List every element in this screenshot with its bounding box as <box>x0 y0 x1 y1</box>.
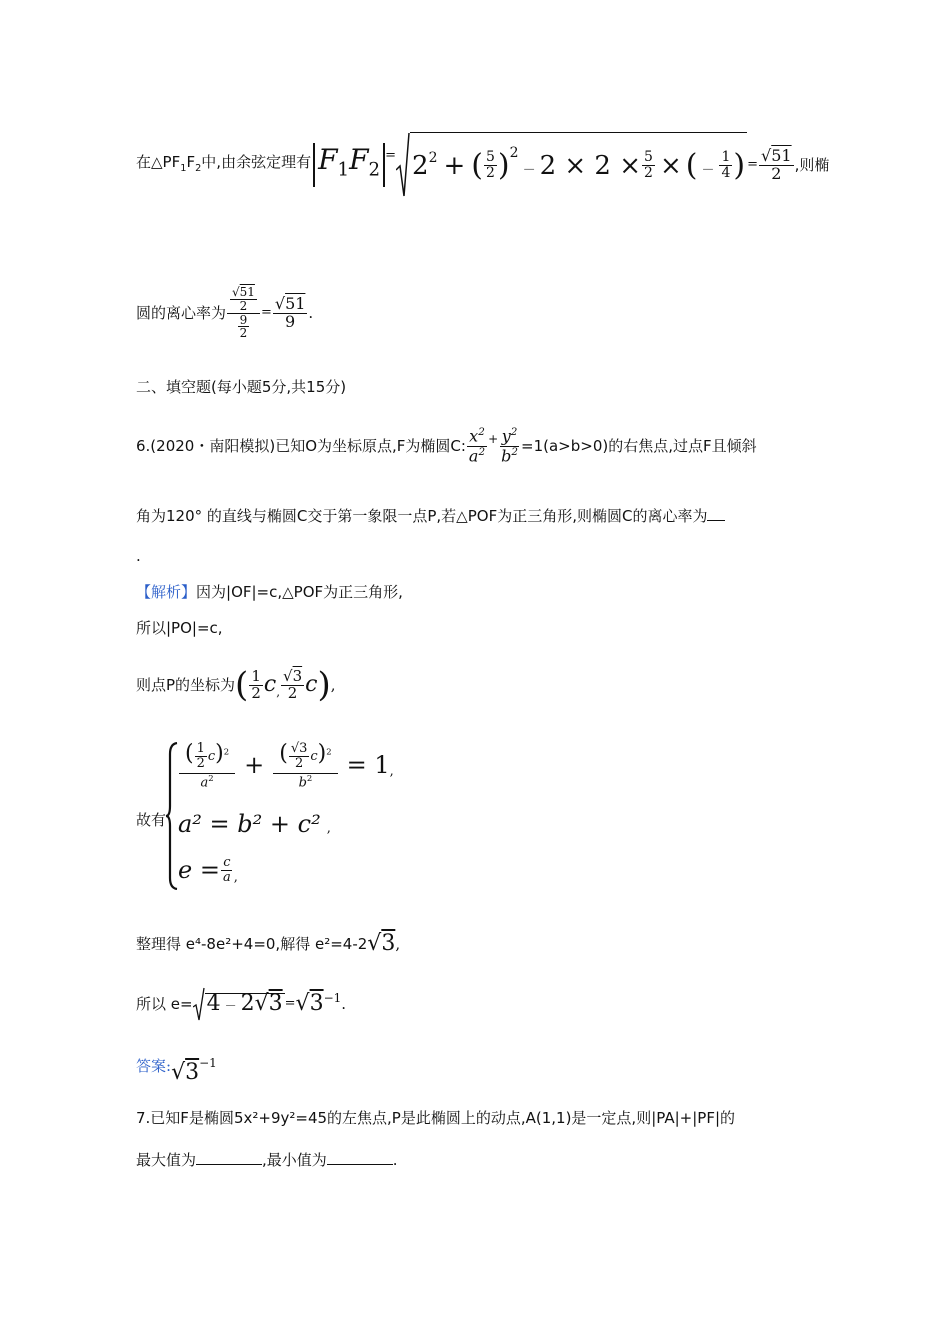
analysis-tag: 【解析】 <box>136 583 197 601</box>
answer-label: 答案 <box>136 1057 167 1075</box>
section-heading: 二、填空题(每小题5分,共15分) <box>136 378 347 396</box>
brace <box>166 742 178 890</box>
eccentricity-line <box>136 272 313 354</box>
q6-line1: 6.(2020・南阳模拟)已知O为坐标原点,F为椭圆C: $\frac{x^2}{a^2}$ + $\frac{y^2}{b^2}$ =1(a>b>0)的右焦点,过点F且倾斜 <box>136 426 757 465</box>
equals: = <box>385 148 397 163</box>
triangle-prefix: 在$\triangle PF_1F_2$中,由余弦定理有 <box>136 152 312 174</box>
min-blank[interactable] <box>327 1164 393 1165</box>
eccentricity-text: 圆的离心率为 <box>136 304 227 322</box>
cosine-law-line <box>136 130 829 200</box>
compound-fraction: $\frac{\frac{√51}{2}}{\frac{9}{2}}$ <box>227 286 260 339</box>
point-p-line: 则点P的坐标为 ( $\frac{1}{2}$ c , $\frac{√3}{2}$ c ) , <box>136 665 336 705</box>
solve-line: 整理得 e⁴-8e²+4=0,解得 e²=4-2 √3 , <box>136 931 401 956</box>
x2-over-a2: $\frac{x^2}{a^2}$ <box>468 426 486 465</box>
q6-blank[interactable] <box>707 520 725 521</box>
max-blank[interactable] <box>196 1164 262 1165</box>
solution-line2: 所以|PO|=c, <box>136 619 223 637</box>
answer-line: 答案 : √3 $^{-1}$ <box>136 1056 217 1085</box>
q7-line2: 最大值为 ,最小值为 . <box>136 1151 398 1169</box>
eq-row3: e = $\frac{c}{a}$ , <box>178 854 238 885</box>
result-line: 所以 e= 4 － 2√3 = √3 $^{-1}$ . <box>136 984 346 1024</box>
radical-sign <box>396 132 410 198</box>
equals-2: = <box>747 157 759 172</box>
solution-line1: 【解析】因为|OF|=c,△POF为正三角形, <box>136 583 403 601</box>
q6-stem: 6.(2020・南阳模拟)已知O为坐标原点,F为椭圆C: <box>136 437 466 455</box>
q6-stem-2: =1(a>b>0)的右焦点,过点F且倾斜 <box>521 437 757 455</box>
q6-line2: 角为120° 的直线与椭圆C交于第一象限一点P,若△POF为正三角形,则椭圆C的离心率为 <box>136 506 725 526</box>
radicand: 2 $^2$ + ( $\frac{5}{2}$ ) $^2$ － 2 × 2 × $\frac{5}{2}$ × ( － $\frac{1}{4}$ ) <box>410 132 747 198</box>
abs-f1f2: $F_1F_2$ <box>313 143 385 188</box>
big-sqrt <box>396 132 747 198</box>
radical-sign-2 <box>193 987 205 1021</box>
period: . <box>308 304 314 322</box>
q7-line1: 7.已知F是椭圆5x²+9y²=45的左焦点,P是此椭圆上的动点,A(1,1)是一定点,则|PA|+|PF|的 <box>136 1109 736 1127</box>
y2-over-b2: $\frac{y^2}{b^2}$ <box>501 426 519 465</box>
equals-3: = <box>260 305 272 320</box>
tail-text: ,则椭 <box>794 156 830 174</box>
result-fraction-2: $\frac{√51}{9}$ <box>274 293 306 331</box>
eq-row2: a² = b² + c² , <box>178 810 331 838</box>
q6-dot: . <box>136 547 141 565</box>
result-fraction: $\frac{√51}{2}$ <box>761 145 792 183</box>
eq-row1: ( $\frac{1}{2}$ c)$^2$ $a^2$ + ( $\frac{√3}{2}$ c)$^2$ $b^2$ = 1 , <box>178 740 394 790</box>
